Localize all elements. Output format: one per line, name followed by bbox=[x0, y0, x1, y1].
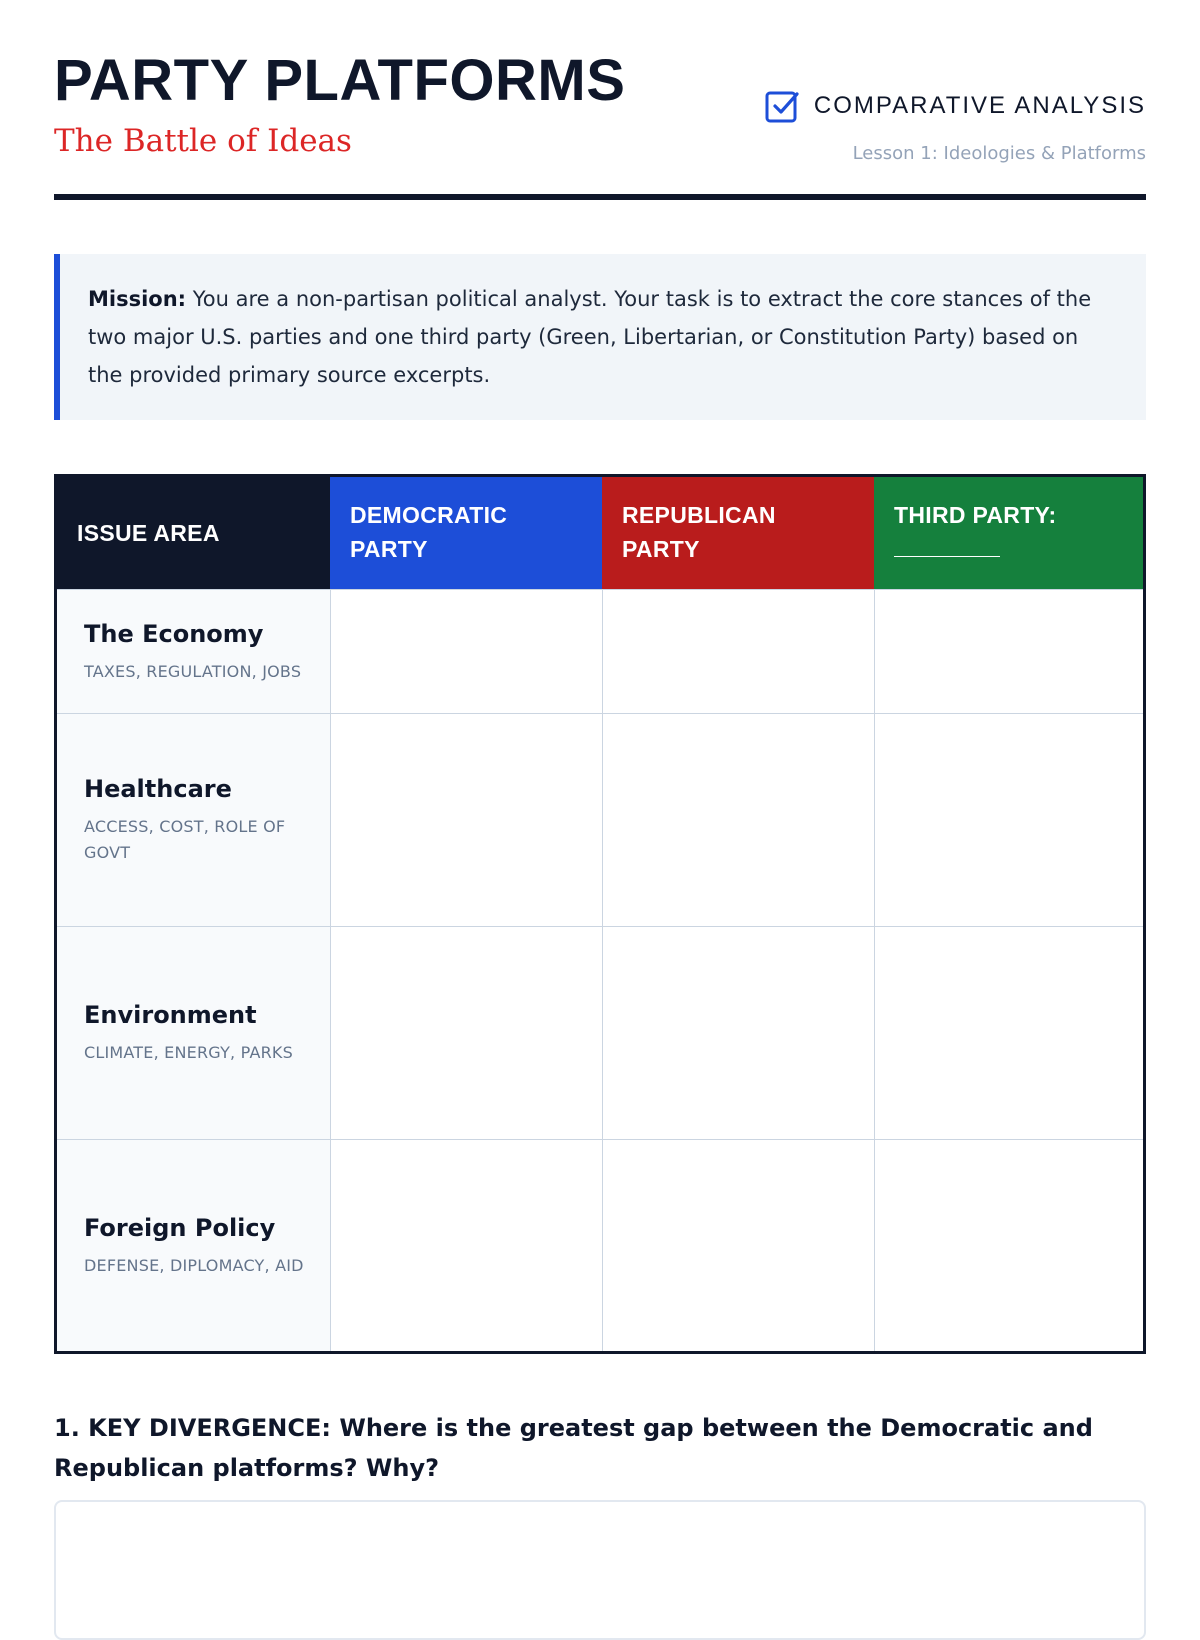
issue-subtopics: TAXES, REGULATION, JOBS bbox=[84, 661, 302, 681]
analysis-tag bbox=[764, 88, 1146, 124]
republican-answer-cell[interactable] bbox=[602, 590, 874, 713]
table-row-healthcare bbox=[57, 713, 1143, 926]
answer-box-key-divergence[interactable] bbox=[54, 1500, 1146, 1640]
issue-cell bbox=[57, 1140, 330, 1351]
lesson-label: Lesson 1: Ideologies & Platforms bbox=[852, 143, 1146, 164]
third-party-blank-line[interactable] bbox=[894, 556, 1000, 557]
issue-name: Healthcare bbox=[84, 775, 232, 803]
third-party-answer-cell[interactable] bbox=[874, 927, 1143, 1139]
column-header-third-party bbox=[874, 477, 1143, 589]
issue-cell bbox=[57, 590, 330, 713]
third-party-answer-cell[interactable] bbox=[874, 714, 1143, 926]
republican-answer-cell[interactable] bbox=[602, 927, 874, 1139]
issue-subtopics: CLIMATE, ENERGY, PARKS bbox=[84, 1043, 293, 1062]
worksheet-page bbox=[54, 0, 1146, 1482]
mission-text: You are a non-partisan political analyst. Your task is to extract the core stances of the two major U.S. parties and one third party (Green, Libertarian, or Constitution Party) based on the provided primary source excerpts. bbox=[88, 287, 1092, 387]
worksheet-header bbox=[54, 0, 1146, 200]
question-key-divergence: 1. KEY DIVERGENCE: Where is the greatest gap between the Democratic and Republican platforms? Why? bbox=[54, 1414, 1093, 1482]
column-header-republican-line1: REPUBLICAN bbox=[622, 502, 776, 528]
table-row-environment bbox=[57, 926, 1143, 1139]
republican-answer-cell[interactable] bbox=[602, 1140, 874, 1351]
mission-box bbox=[54, 254, 1146, 420]
issue-cell bbox=[57, 714, 330, 926]
issue-subtopics: ACCESS, COST, ROLE OF GOVT bbox=[84, 817, 286, 862]
democratic-answer-cell[interactable] bbox=[330, 590, 602, 713]
issue-name: Foreign Policy bbox=[84, 1213, 276, 1242]
column-header-democratic bbox=[330, 477, 602, 589]
issue-cell bbox=[57, 927, 330, 1139]
header-divider bbox=[54, 194, 1146, 200]
republican-answer-cell[interactable] bbox=[602, 714, 874, 926]
page-subtitle: The Battle of Ideas bbox=[54, 123, 352, 159]
democratic-answer-cell[interactable] bbox=[330, 927, 602, 1139]
issue-subtopics: DEFENSE, DIPLOMACY, AID bbox=[84, 1255, 304, 1275]
column-header-issue-area-label: ISSUE AREA bbox=[77, 520, 220, 546]
mission-label: Mission: bbox=[88, 287, 187, 311]
column-header-issue-area bbox=[57, 477, 330, 589]
checkbox-check-icon bbox=[764, 88, 800, 124]
table-row-foreign-policy bbox=[57, 1139, 1143, 1351]
column-header-republican-line2: PARTY bbox=[622, 536, 700, 562]
table-row-economy bbox=[57, 589, 1143, 713]
column-header-third-party-label: THIRD PARTY: bbox=[894, 502, 1057, 528]
issue-name: The Economy bbox=[84, 619, 264, 648]
analysis-tag-label: COMPARATIVE ANALYSIS bbox=[813, 92, 1146, 119]
third-party-answer-cell[interactable] bbox=[874, 1140, 1143, 1351]
democratic-answer-cell[interactable] bbox=[330, 714, 602, 926]
column-header-democratic-line1: DEMOCRATIC bbox=[350, 502, 508, 528]
table-header bbox=[57, 477, 1143, 589]
issue-name: Environment bbox=[84, 1001, 257, 1029]
column-header-democratic-line2: PARTY bbox=[350, 536, 428, 562]
comparison-table bbox=[54, 474, 1146, 1354]
page-title: PARTY PLATFORMS bbox=[54, 48, 626, 113]
third-party-answer-cell[interactable] bbox=[874, 590, 1143, 713]
column-header-republican bbox=[602, 477, 874, 589]
democratic-answer-cell[interactable] bbox=[330, 1140, 602, 1351]
